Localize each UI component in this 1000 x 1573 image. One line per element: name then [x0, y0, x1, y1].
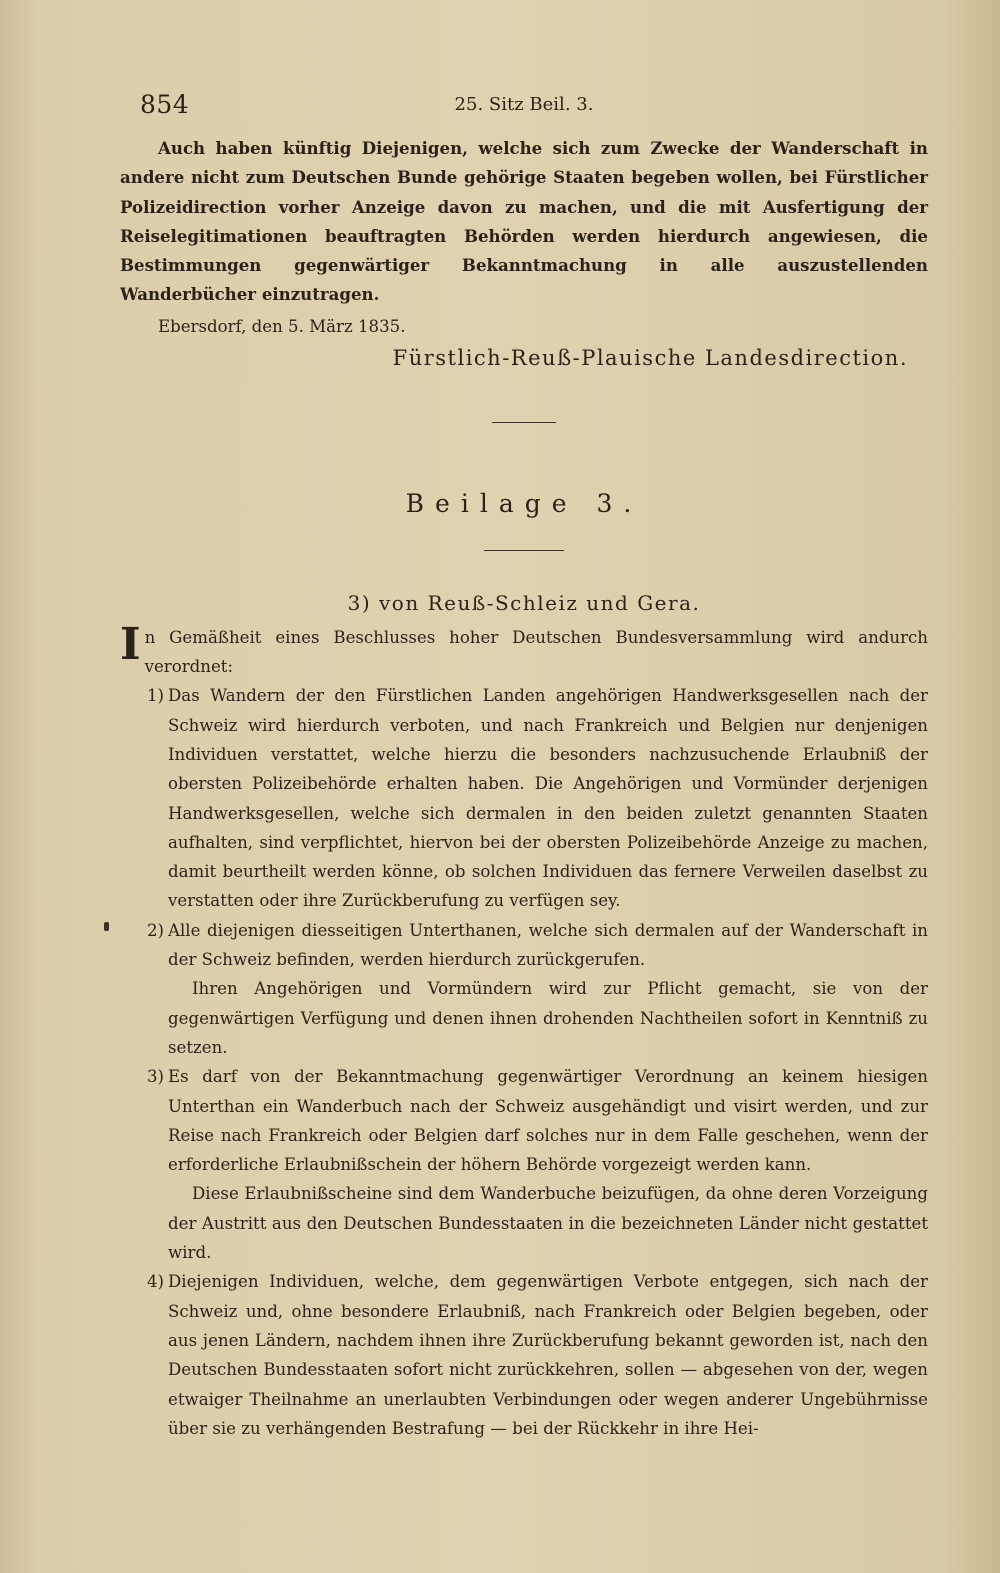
dateline: Ebersdorf, den 5. März 1835. [158, 316, 406, 336]
numbered-item [120, 1267, 928, 1443]
numbered-item [120, 681, 928, 915]
lead-paragraph [120, 618, 928, 682]
margin-mark [104, 922, 109, 931]
item-number: 3) [146, 1067, 164, 1087]
item-number: 2) [146, 920, 164, 940]
item-paragraph: Alle diejenigen diesseitigen Unterthanen, welche sich dermalen auf der Wanderschaft in der Schweiz befinden, werden hierdurch zurückgerufen. [168, 920, 928, 970]
issuing-authority: Fürstlich-Reuß-Plauische Landesdirection. [392, 345, 908, 370]
item-number: 4) [146, 1272, 164, 1292]
divider-rule [492, 422, 556, 423]
page-header [120, 88, 928, 134]
numbered-item [120, 916, 928, 1062]
numbered-item [120, 1062, 928, 1267]
drop-initial: I [120, 618, 141, 670]
section-heading: 3) von Reuß-Schleiz und Gera. [347, 590, 701, 615]
page-number: 854 [140, 90, 190, 119]
item-number: 1) [146, 686, 164, 706]
item-paragraph: Ihren Angehörigen und Vormündern wird zur Pflicht gemacht, sie von der gegenwärtigen Verfügung und denen ihnen drohenden Nachtheilen sofort in Kenntniß zu setzen. [168, 979, 928, 1057]
item-paragraph: Es darf von der Bekanntmachung gegenwärtiger Verordnung an keinem hiesigen Unterthan ein Wanderbuch nach der Schweiz ausgehändigt und visirt werden, und zur Reise nach Frankreich oder Belgien darf solches nur in dem Falle geschehen, wenn der erforderliche Erlaubnißschein der höhern Behörde vorgezeigt werden kann. [168, 1067, 928, 1175]
item-paragraph: Diese Erlaubnißscheine sind dem Wanderbuche beizufügen, da ohne deren Vorzeigung der Austritt aus den Deutschen Bundesstaaten in die bezeichneten Länder nicht gestattet wird. [168, 1184, 928, 1263]
intro-paragraph: Auch haben künftig Diejenigen, welche sich zum Zwecke der Wanderschaft in andere nicht zum Deutschen Bunde gehörige Staaten begeben wollen, bei Fürstlicher Polizeidirection vorher Anzeige davon zu machen, und die mit Ausfertigung der Reiselegitimationen beauftragten Behörden werden hierdurch angewiesen, die Bestimmungen gegenwärtiger Bekanntmachung in alle auszustellenden Wanderbücher einzutragen. [120, 138, 928, 305]
item-paragraph: Diejenigen Individuen, welche, dem gegenwärtigen Verbote entgegen, sich nach der Schweiz und, ohne besondere Erlaubniß, nach Frankreich oder Belgien begeben, oder aus jenen Ländern, nachdem ihnen ihre Zurückberufung bekannt geworden ist, nach den Deutschen Bundesstaaten sofort nicht zurückkehren, sollen — abgesehen von der, wegen etwaiger Theilnahme an unerlaubten Verbindungen oder wegen anderer Ungebührnisse über sie zu verhängenden Bestrafung — bei der Rückkehr in ihre Hei- [168, 1272, 928, 1438]
item-paragraph: Das Wandern der den Fürstlichen Landen angehörigen Handwerksgesellen nach der Schweiz wird hierdurch verboten, und nach Frankreich und Belgien nur denjenigen Individuen verstattet, welche hierzu die besonders nachzusuchende Erlaubniß der obersten Polizeibehörde erhalten haben. Die Angehörigen und Vormünder derjenigen Handwerksgesellen, welche sich dermalen in den beiden zuletzt genannten Staaten aufhalten, sind verpflichtet, hiervon bei der obersten Polizeibehörde Anzeige zu machen, damit beurtheilt werden könne, ob solchen Individuen das fernere Verweilen daselbst zu verstatten oder ihre Zurückberufung zu verfügen sey. [168, 686, 928, 911]
running-head: 25. Sitz Beil. 3. [454, 94, 594, 115]
lead-text: n Gemäßheit eines Beschlusses hoher Deutschen Bundesversammlung wird andurch verordnet: [144, 627, 928, 677]
divider-rule [484, 550, 564, 551]
supplement-title: Beilage 3. [405, 488, 643, 518]
